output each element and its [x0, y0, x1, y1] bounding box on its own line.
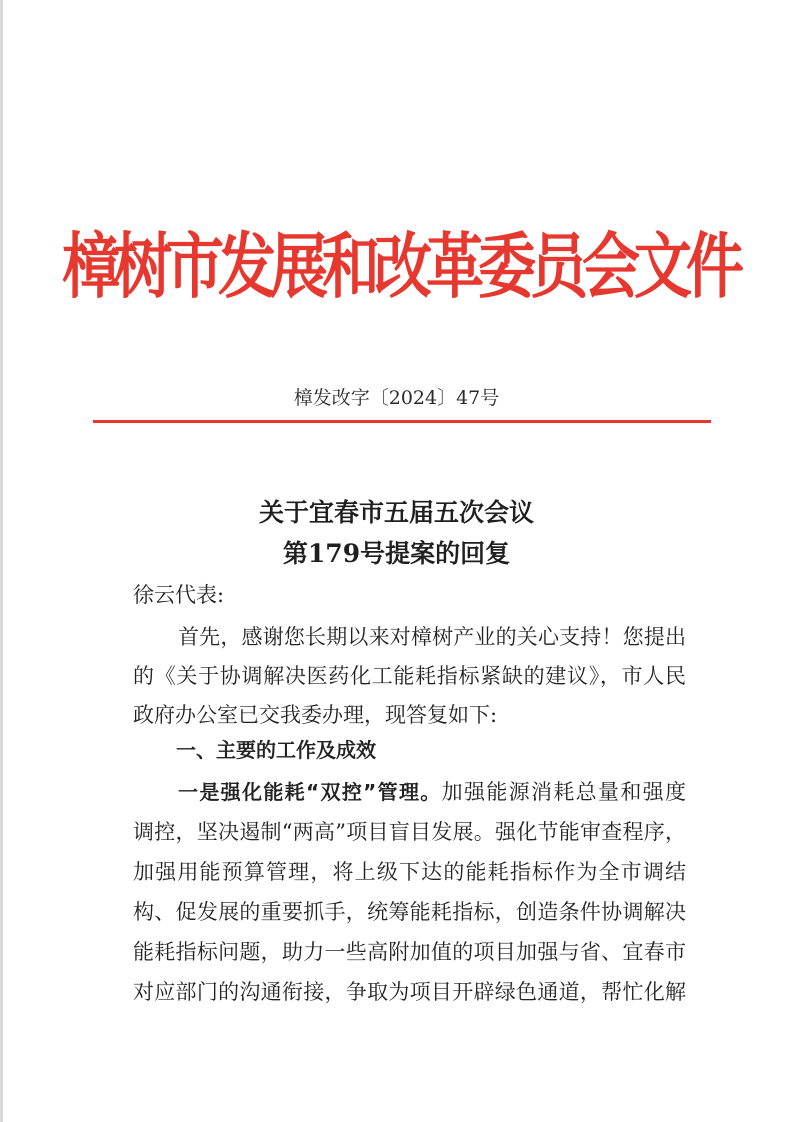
- document-title-line-2: 第179号提案的回复: [282, 539, 511, 568]
- body-line-5: 能耗指标问题，助力一些高附加值的项目加强与省、宜春市: [133, 940, 686, 964]
- paragraph-lead: 一是强化能耗“双控”管理。: [178, 780, 442, 804]
- intro-line-2: 的《关于协调解决医药化工能耗指标紧缺的建议》，市人民: [133, 664, 686, 688]
- document-number: 樟发改字〔2024〕47号: [293, 387, 500, 409]
- intro-line-3: 政府办公室已交我委办理，现答复如下:: [133, 703, 498, 727]
- intro-line-1: 首先，感谢您长期以来对樟树产业的关心支持！您提出: [178, 625, 686, 649]
- body-line-2: 调控，坚决遏制“两高”项目盲目发展。强化节能审查程序，: [133, 820, 686, 844]
- body-line-1: [178, 777, 686, 807]
- body-line-4: 构、促发展的重要抓手，统筹能耗指标，创造条件协调解决: [133, 900, 686, 924]
- body-line-6: 对应部门的沟通衔接，争取为项目开辟绿色通道，帮忙化解: [133, 980, 686, 1004]
- section-heading: 一、主要的工作及成效: [176, 738, 376, 762]
- document-title-line-1: 关于宜春市五届五次会议: [258, 498, 534, 527]
- document-masthead: 樟树市发展和改革委员会文件: [61, 225, 738, 309]
- red-divider-line: [93, 420, 711, 423]
- body-line-1-text: 加强能源消耗总量和强度: [441, 780, 687, 804]
- salutation: 徐云代表:: [133, 583, 225, 607]
- body-line-3: 加强用能预算管理，将上级下达的能耗指标作为全市调结: [133, 860, 686, 884]
